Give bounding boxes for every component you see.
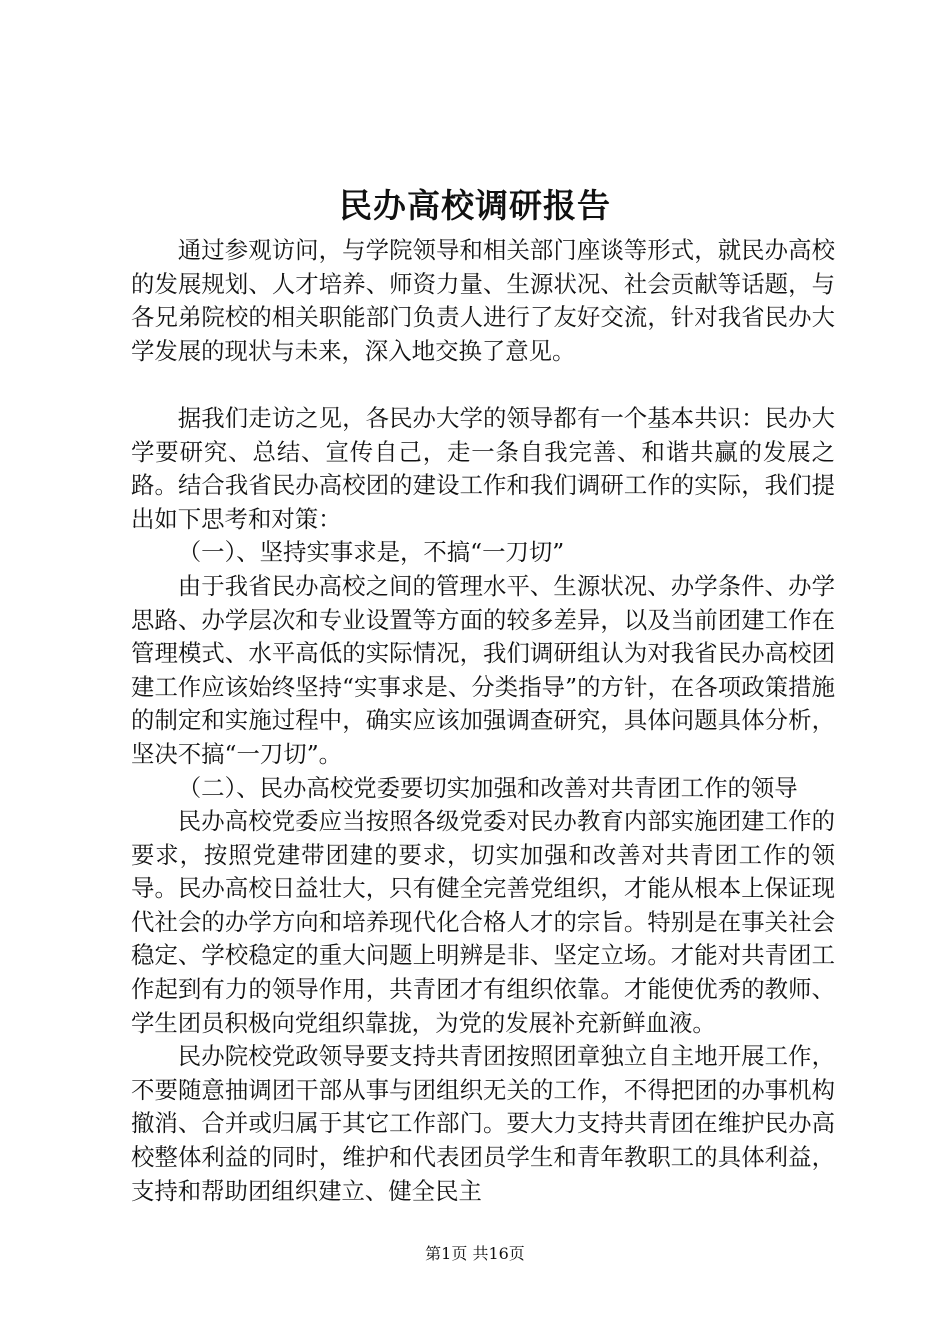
document-body (131, 234, 835, 1208)
paragraph-section-2a: 民办高校党委应当按照各级党委对民办教育内部实施团建工作的要求，按照党建带团建的要求，切实加强和改善对共青团工作的领导。民办高校日益壮大，只有健全完善党组织，才能从根本上保证现代社会的办学方向和培养现代化合格人才的宗旨。特别是在事关社会稳定、学校稳定的重大问题上明辨是非、坚定立场。才能对共青团工作起到有力的领导作用，共青团才有组织依靠。才能使优秀的教师、学生团员积极向党组织靠拢，为党的发展补充新鲜血液。 (131, 807, 835, 1037)
paragraph-section-1: 由于我省民办高校之间的管理水平、生源状况、办学条件、办学思路、办学层次和专业设置等方面的较多差异，以及当前团建工作在管理模式、水平高低的实际情况，我们调研组认为对我省民办高校团建工作应该始终坚持“实事求是、分类指导”的方针，在各项政策措施的制定和实施过程中，确实应该加强调查研究，具体问题具体分析，坚决不搞“一刀切”。 (131, 571, 835, 768)
paragraph-intro: 通过参观访问，与学院领导和相关部门座谈等形式，就民办高校的发展规划、人才培养、师资力量、生源状况、社会贡献等话题，与各兄弟院校的相关职能部门负责人进行了友好交流，针对我省民办大学发展的现状与未来，深入地交换了意见。 (131, 236, 835, 365)
section-heading-2: （二）、民办高校党委要切实加强和改善对共青团工作的领导 (177, 773, 798, 802)
paragraph-section-2b: 民办院校党政领导要支持共青团按照团章独立自主地开展工作，不要随意抽调团干部从事与团组织无关的工作，不得把团的办事机构撤消、合并或归属于其它工作部门。要大力支持共青团在维护民办高校整体利益的同时，维护和代表团员学生和青年教职工的具体利益，支持和帮助团组织建立、健全民主 (131, 1042, 835, 1205)
paragraph-consensus: 据我们走访之见，各民办大学的领导都有一个基本共识：民办大学要研究、总结、宣传自己，走一条自我完善、和谐共赢的发展之路。结合我省民办高校团的建设工作和我们调研工作的实际，我们提出如下思考和对策： (131, 403, 835, 533)
section-heading-1: （一）、坚持实事求是，不搞“一刀切” (177, 538, 565, 567)
page-footer: 第1页 共16页 (425, 1244, 525, 1263)
document-title: 民办高校调研报告 (339, 186, 611, 225)
